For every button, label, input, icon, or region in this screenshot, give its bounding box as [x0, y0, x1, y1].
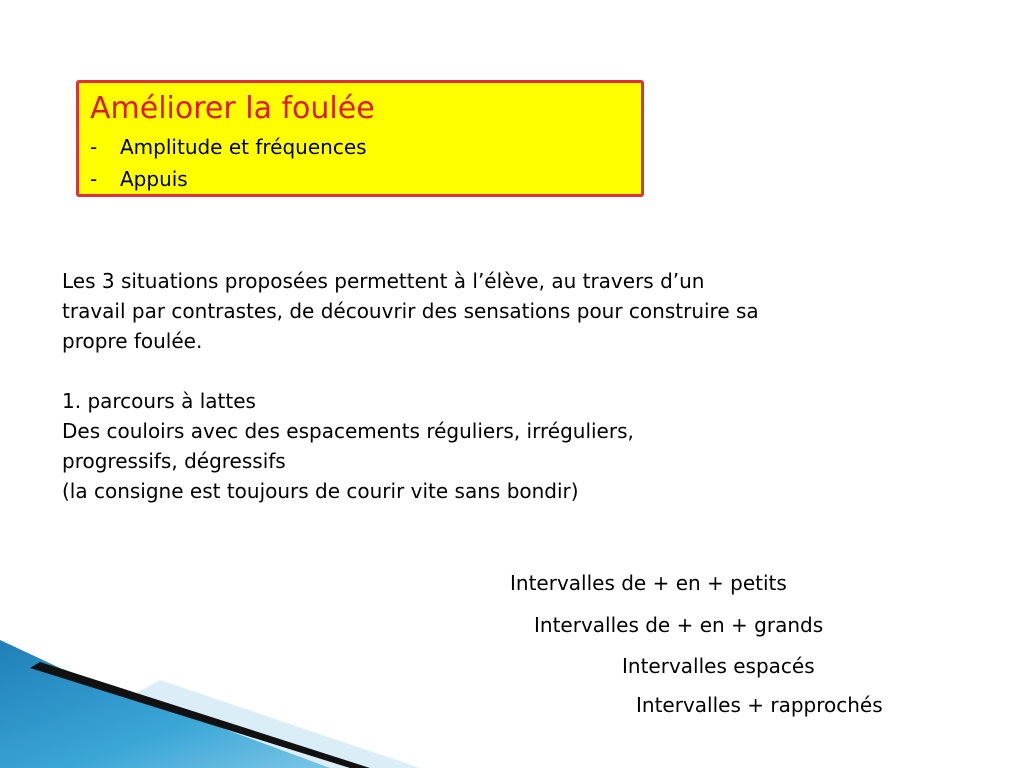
bullet-item [90, 163, 631, 195]
bullet-text: Appuis [120, 167, 188, 191]
bullet-item [90, 131, 631, 163]
slide-title: Améliorer la foulée [90, 91, 375, 126]
title-bullet-list [90, 131, 631, 195]
paragraph-gap [62, 356, 962, 386]
interval-label: Intervalles de + en + petits [510, 571, 787, 595]
title-box [76, 80, 644, 197]
intro-paragraph: Les 3 situations proposées permettent à l’élève, au travers d’un travail par contrastes, de découvrir des sensations pour construire sa propre foulée. [62, 269, 759, 353]
interval-label: Intervalles de + en + grands [534, 613, 824, 637]
bullet-dash: - [90, 135, 98, 159]
decorative-swoosh [0, 640, 420, 768]
section-text: Des couloirs avec des espacements réguliers, irréguliers, progressifs, dégressifs [62, 419, 634, 473]
body-text [62, 266, 962, 506]
interval-label: Intervalles espacés [622, 654, 815, 678]
bullet-dash: - [90, 167, 98, 191]
bullet-text: Amplitude et fréquences [120, 135, 367, 159]
section-note: (la consigne est toujours de courir vite sans bondir) [62, 479, 579, 503]
interval-label: Intervalles + rapprochés [636, 693, 883, 717]
section-title: 1. parcours à lattes [62, 389, 256, 413]
